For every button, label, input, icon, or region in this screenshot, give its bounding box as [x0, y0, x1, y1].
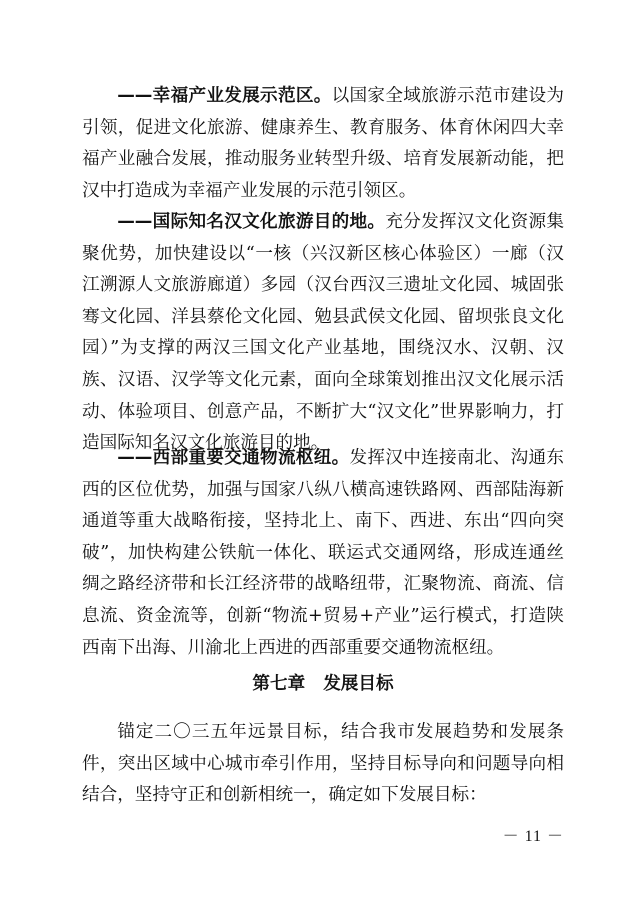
paragraph-lead: ——国际知名汉文化旅游目的地。 [117, 212, 386, 232]
page-number: － 11 － [502, 828, 564, 845]
paragraph-text: 以国家全域旅游示范市建设为引领，促进文化旅游、健康养生、教育服务、体育休闲四大幸福产业融合发展，推动服务业转型升级、培育发展新动能，把汉中打造成为幸福产业发展的示范引领区。 [82, 86, 564, 201]
paragraph-happiness-industry [82, 81, 564, 207]
paragraph-closing: 锚定二〇三五年远景目标，结合我市发展趋势和发展条件，突出区域中心城市牵引作用，坚持目标导向和问题导向相结合，坚持守正和创新相统一，确定如下发展目标： [82, 722, 564, 806]
paragraph-han-culture-destination [82, 207, 564, 460]
paragraph-text: 发挥汉中连接南北、沟通东西的区位优势，加强与国家八纵八横高速铁路网、西部陆海新通道等重大战略衔接，坚持北上、南下、西进、东出“四向突破”，加快构建公铁航一体化、联运式交通网络，形成连通丝绸之路经济带和长江经济带的战略纽带，汇聚物流、商流、信息流、资金流等，创新“物流+贸易+产业”运行模式，打造陕西南下出海、川渝北上西进的西部重要交通物流枢纽。 [82, 448, 564, 658]
paragraph-lead: ——幸福产业发展示范区。 [117, 86, 332, 106]
chapter-number: 第七章 [252, 674, 306, 694]
chapter-heading [82, 672, 564, 696]
paragraph-text: 充分发挥汉文化资源集聚优势，加快建设以“一核（兴汉新区核心体验区）一廊（汉江溯源人文旅游廊道）多园（汉台西汉三遗址文化园、城固张骞文化园、洋县蔡伦文化园、勉县武侯文化园、留坝张良文化园）”为支撑的两汉三国文化产业基地，围绕汉水、汉朝、汉族、汉语、汉学等文化元素，面向全球策划推出汉文化展示活动、体验项目、创意产品，不断扩大“汉文化”世界影响力，打造国际知名汉文化旅游目的地。 [82, 212, 564, 454]
chapter-title: 发展目标 [323, 674, 394, 694]
paragraph-lead: ——西部重要交通物流枢纽。 [117, 448, 350, 468]
paragraph-logistics-hub [82, 443, 564, 664]
